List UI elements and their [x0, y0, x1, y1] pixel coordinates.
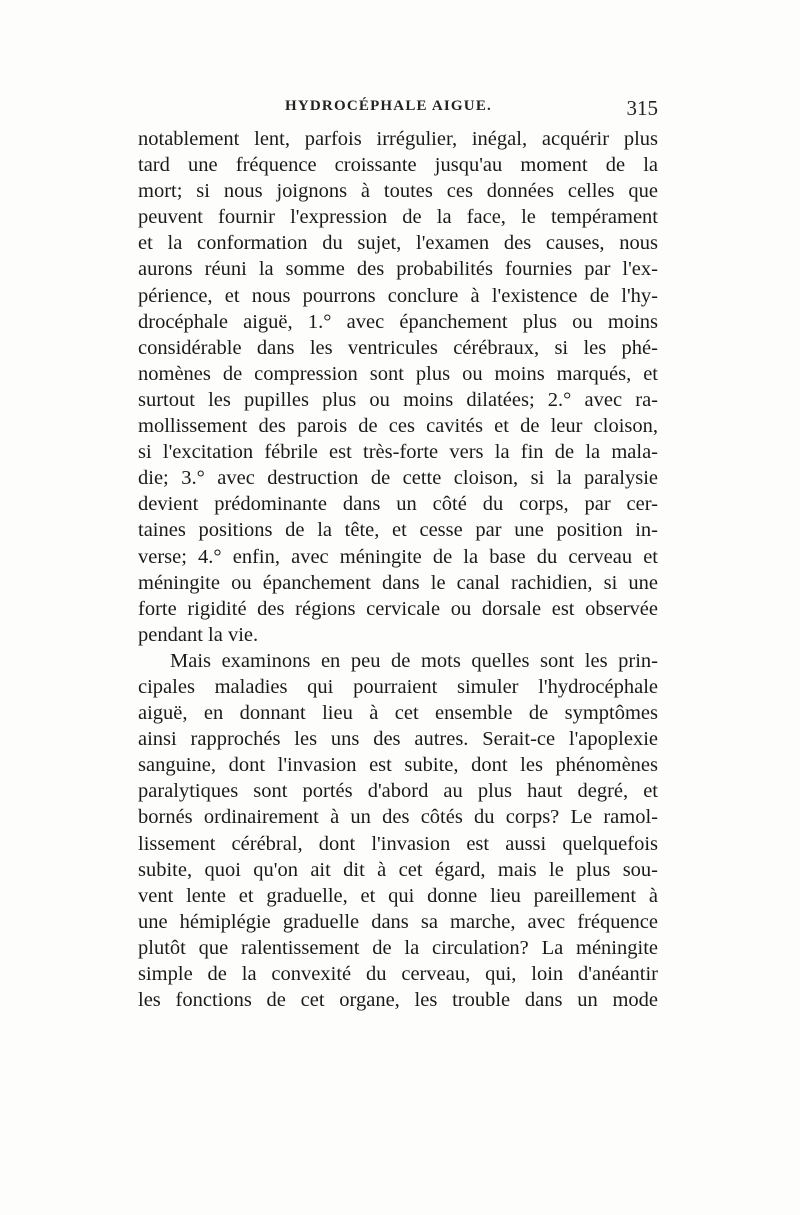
- text-line: une hémiplégie graduelle dans sa marche, avec fréquence: [138, 910, 658, 933]
- text-line: tard une fréquence croissante jusqu'au moment de la: [138, 154, 658, 177]
- text-line: sanguine, dont l'invasion est subite, dont les phénomènes: [138, 754, 658, 777]
- text-line: verse; 4.° enfin, avec méningite de la base du cerveau et: [138, 545, 658, 568]
- text-line: devient prédominante dans un côté du corps, par cer-: [138, 493, 658, 516]
- text-line: ainsi rapprochés les uns des autres. Serait-ce l'apoplexie: [138, 728, 658, 751]
- text-line: drocéphale aiguë, 1.° avec épanchement plus ou moins: [138, 310, 658, 333]
- paragraph-end-line: pendant la vie.: [138, 623, 259, 646]
- text-line: forte rigidité des régions cervicale ou dorsale est observée: [138, 597, 658, 620]
- text-line: cipales maladies qui pourraient simuler l'hydrocéphale: [138, 675, 658, 698]
- text-line: mort; si nous joignons à toutes ces données celles que: [138, 180, 658, 203]
- text-line: et la conformation du sujet, l'examen des causes, nous: [138, 232, 658, 255]
- text-line: paralytiques sont portés d'abord au plus haut degré, et: [138, 780, 658, 803]
- text-line: lissement cérébral, dont l'invasion est aussi quelquefois: [138, 832, 658, 855]
- paragraph-start-line: Mais examinons en peu de mots quelles sont les prin-: [170, 649, 658, 672]
- text-line: vent lente et graduelle, et qui donne lieu pareillement à: [138, 884, 658, 907]
- text-line: bornés ordinairement à un des côtés du corps? Le ramol-: [138, 806, 658, 829]
- text-line: plutôt que ralentissement de la circulation? La méningite: [138, 936, 658, 959]
- text-line: méningite ou épanchement dans le canal rachidien, si une: [138, 571, 658, 594]
- body-text: [138, 126, 658, 1013]
- text-line: die; 3.° avec destruction de cette cloison, si la paralysie: [138, 467, 658, 490]
- text-line: périence, et nous pourrons conclure à l'existence de l'hy-: [138, 284, 658, 307]
- text-line: nomènes de compression sont plus ou moins marqués, et: [138, 362, 658, 385]
- text-line: considérable dans les ventricules cérébraux, si les phé-: [138, 336, 658, 359]
- text-line: peuvent fournir l'expression de la face, le tempérament: [138, 206, 658, 229]
- text-line: les fonctions de cet organe, les trouble dans un mode: [138, 989, 658, 1012]
- running-title: HYDROCÉPHALE AIGUE.: [285, 98, 492, 114]
- text-line: subite, quoi qu'on ait dit à cet égard, mais le plus sou-: [138, 858, 658, 881]
- text-line: aurons réuni la somme des probabilités fournies par l'ex-: [138, 258, 658, 281]
- text-line: surtout les pupilles plus ou moins dilatées; 2.° avec ra-: [138, 388, 658, 411]
- text-line: notablement lent, parfois irrégulier, inégal, acquérir plus: [138, 128, 658, 150]
- running-head: [138, 96, 658, 122]
- text-line: mollissement des parois de ces cavités et de leur cloison,: [138, 415, 658, 438]
- text-line: simple de la convexité du cerveau, qui, loin d'anéantir: [138, 963, 658, 985]
- text-line: aiguë, en donnant lieu à cet ensemble de symptômes: [138, 702, 658, 725]
- text-line: taines positions de la tête, et cesse par une position in-: [138, 519, 658, 542]
- page-number: 315: [626, 96, 658, 120]
- text-line: si l'excitation fébrile est très-forte vers la fin de la mala-: [138, 441, 658, 464]
